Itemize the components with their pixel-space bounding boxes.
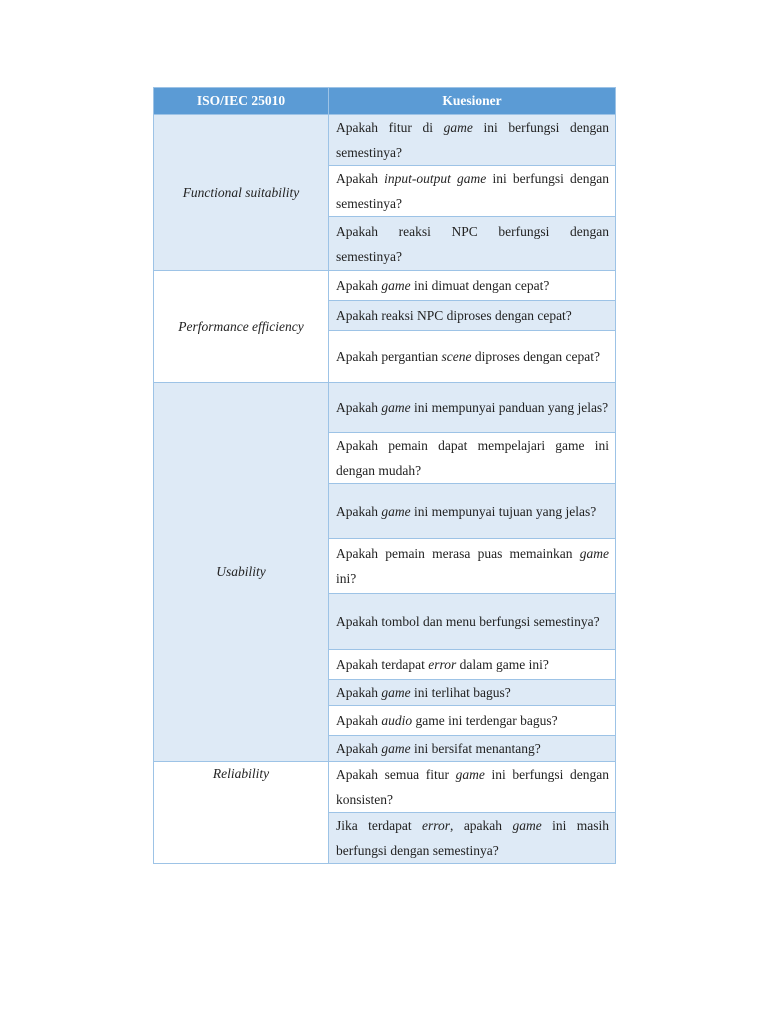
question-cell [329,680,616,706]
question-cell [329,594,616,650]
table-row [154,762,616,813]
question-text: ini berfungsi dengan konsisten? [336,767,609,807]
italic-term: error [428,657,457,672]
question-text: Apakah tombol dan menu berfungsi semestinya? [336,614,600,629]
question-text: Apakah fitur di [336,120,444,135]
question-text: ini berfungsi dengan semestinya? [336,120,609,160]
question-text: ini dimuat dengan cepat? [410,278,550,293]
question-text: ini? [336,571,357,586]
question-cell [329,166,616,217]
category-functional-suitability: Functional suitability [154,115,329,271]
question-text: ini terlihat bagus? [410,685,511,700]
question-text: Apakah [336,713,382,728]
question-cell [329,736,616,762]
question-text: Apakah reaksi NPC berfungsi dengan semestinya? [336,223,609,264]
question-cell [329,433,616,484]
italic-term: error [422,818,451,833]
italic-term: game [455,767,485,782]
italic-term: game [381,400,411,415]
question-text: diproses dengan cepat? [471,349,601,364]
question-text: Apakah reaksi NPC diproses dengan cepat? [336,308,572,323]
table-row [154,383,616,433]
italic-term: game [443,120,473,135]
question-text: Apakah pemain dapat mempelajari game ini dengan mudah? [336,438,609,478]
question-text: Apakah [336,685,382,700]
question-cell [329,331,616,383]
question-text: Apakah [336,278,382,293]
question-cell [329,539,616,594]
category-reliability: Reliability [154,762,329,864]
question-cell [329,217,616,271]
category-performance-efficiency: Performance efficiency [154,271,329,383]
question-cell [329,301,616,331]
question-cell [329,706,616,736]
question-cell [329,383,616,433]
question-cell [329,115,616,166]
question-text: ini masih berfungsi dengan semestinya? [336,818,609,858]
question-text: ini bersifat menantang? [410,741,541,756]
questionnaire-table [153,87,616,864]
question-cell [329,484,616,539]
header-iso: ISO/IEC 25010 [154,88,329,115]
italic-term: audio [381,713,413,728]
italic-term: game [381,741,411,756]
question-text: game ini terdengar bagus? [412,713,558,728]
question-cell [329,762,616,813]
italic-term: game [381,503,411,519]
question-text: dalam game ini? [456,657,549,672]
question-text: Apakah [336,400,382,415]
question-cell [329,271,616,301]
italic-term: game [512,818,542,833]
question-text: Apakah [336,503,382,519]
header-kuesioner: Kuesioner [329,88,616,115]
italic-term: scene [441,349,472,364]
question-text: , apakah [450,818,513,833]
question-text: Jika terdapat [336,818,423,833]
question-text: ini mempunyai tujuan yang jelas? [410,503,597,519]
question-text: Apakah [336,171,385,186]
italic-term: game [579,546,609,561]
question-text: Apakah semua fitur [336,767,456,782]
question-text: Apakah pemain merasa puas memainkan [336,546,580,561]
table-header-row [154,88,616,115]
table-row [154,115,616,166]
italic-term: game [381,278,411,293]
table-row [154,271,616,301]
italic-term: input-output game [384,171,487,186]
question-text: Apakah [336,741,382,756]
italic-term: game [381,685,411,700]
question-text: ini berfungsi dengan semestinya? [336,171,609,211]
question-text: Apakah pergantian [336,349,442,364]
category-usability: Usability [154,383,329,762]
question-text: Apakah terdapat [336,657,429,672]
question-text: ini mempunyai panduan yang jelas? [410,400,609,415]
question-cell [329,813,616,864]
question-cell [329,650,616,680]
